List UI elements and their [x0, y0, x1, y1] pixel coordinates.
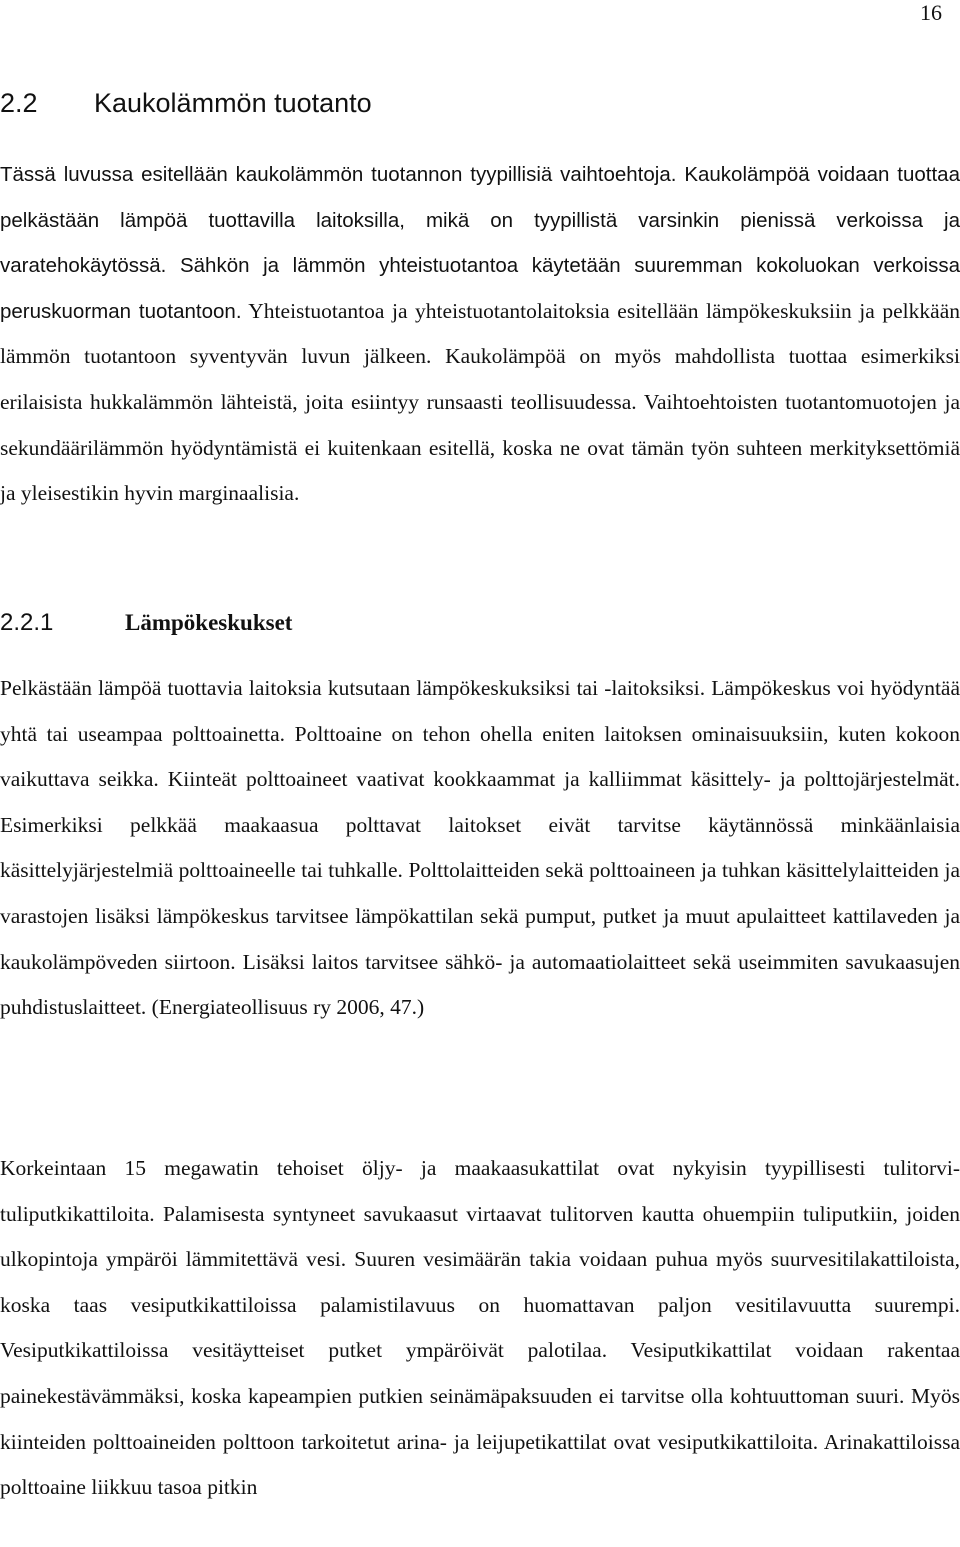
subsection-number: 2.2.1 — [0, 609, 54, 636]
page-number: 16 — [920, 0, 942, 25]
section-title: Kaukolämmön tuotanto — [94, 88, 372, 118]
section-heading — [0, 86, 372, 120]
paragraph-intro-sans: Tässä luvussa esitellään kaukolämmön tuotannon tyypillisiä vaihtoehtoja. Kaukolämpöä voidaan tuottaa pelkästään lämpöä tuottavilla laitoksilla, mikä on tyypillistä varsinkin pienissä verkoissa ja varatehokäytössä. Sähkön ja lämmön yhteistuotantoa käytetään suuremman kokoluokan verkoissa peruskuorman tuotantoon. — [0, 163, 960, 323]
paragraph-intro — [0, 152, 960, 517]
section-number: 2.2 — [0, 88, 38, 118]
paragraph-intro-serif: Yhteistuotantoa ja yhteistuotantolaitoksia esitellään lämpökeskuksiin ja pelkkään lämmön tuotantoon syventyvän luvun jälkeen. Kaukolämpöä on myös mahdollista tuottaa esimerkiksi erilaisista hukkalämmön lähteistä, joita esiintyy runsaasti teollisuudessa. Vaihtoehtoisten tuotantomuotojen ja sekundäärilämmön hyödyntämistä ei kuitenkaan esitellä, koska ne ovat tämän työn suhteen merkityksettömiä ja yleisestikin hyvin marginaalisia. — [0, 298, 960, 506]
subsection-heading — [0, 606, 292, 640]
paragraph-kattilat: Korkeintaan 15 megawatin tehoiset öljy- ja maakaasukattilat ovat nykyisin tyypillisesti tulitorvi-tuliputkikattiloita. Palamisesta syntyneet savukaasut virtaavat tulitorven kautta ohuempiin tuliputkiin, joiden ulkopintoja ympäröi lämmitettävä vesi. Suuren vesimäärän takia voidaan puhua myös suurvesitilakattiloista, koska taas vesiputkikattiloissa palamistilavuus on huomattavan paljon vesitilavuutta suurempi. Vesiputkikattiloissa vesitäytteiset putket ympäröivät palotilaa. Vesiputkikattilat voidaan rakentaa painekestävämmäksi, koska kapeampien putkien seinämäpaksuuden ei tarvitse olla kohtuuttoman suuri. Myös kiinteiden polttoaineiden polttoon tarkoitetut arina- ja leijupetikattilat ovat vesiputkikattiloita. Arinakattiloissa polttoaine liikkuu tasoa pitkin — [0, 1156, 960, 1500]
subsection-title: Lämpökeskukset — [125, 610, 293, 635]
paragraph-lampokeskukset: Pelkästään lämpöä tuottavia laitoksia kutsutaan lämpökeskuksiksi tai -laitoksiksi. Lämpökeskus voi hyödyntää yhtä tai useampaa polttoainetta. Polttoaine on tehon ohella eniten laitoksen ominaisuuksiin, kuten kokoon vaikuttava seikka. Kiinteät polttoaineet vaativat kookkaammat ja kalliimmat käsittely- ja polttojärjestelmät. Esimerkiksi pelkkää maakaasua polttavat laitokset eivät tarvitse käytännössä minkäänlaisia käsittelyjärjestelmiä polttoaineelle tai tuhkalle. Polttolaitteiden sekä polttoaineen ja tuhkan käsittelylaitteiden ja varastojen lisäksi lämpökeskus tarvitsee lämpökattilan sekä pumput, putket ja muut apulaitteet kattilaveden ja kaukolämpöveden siirtoon. Lisäksi laitos tarvitsee sähkö- ja automaatiolaitteet sekä useimmiten savukaasujen puhdistuslaitteet. (Energiateollisuus ry 2006, 47.) — [0, 676, 960, 1020]
